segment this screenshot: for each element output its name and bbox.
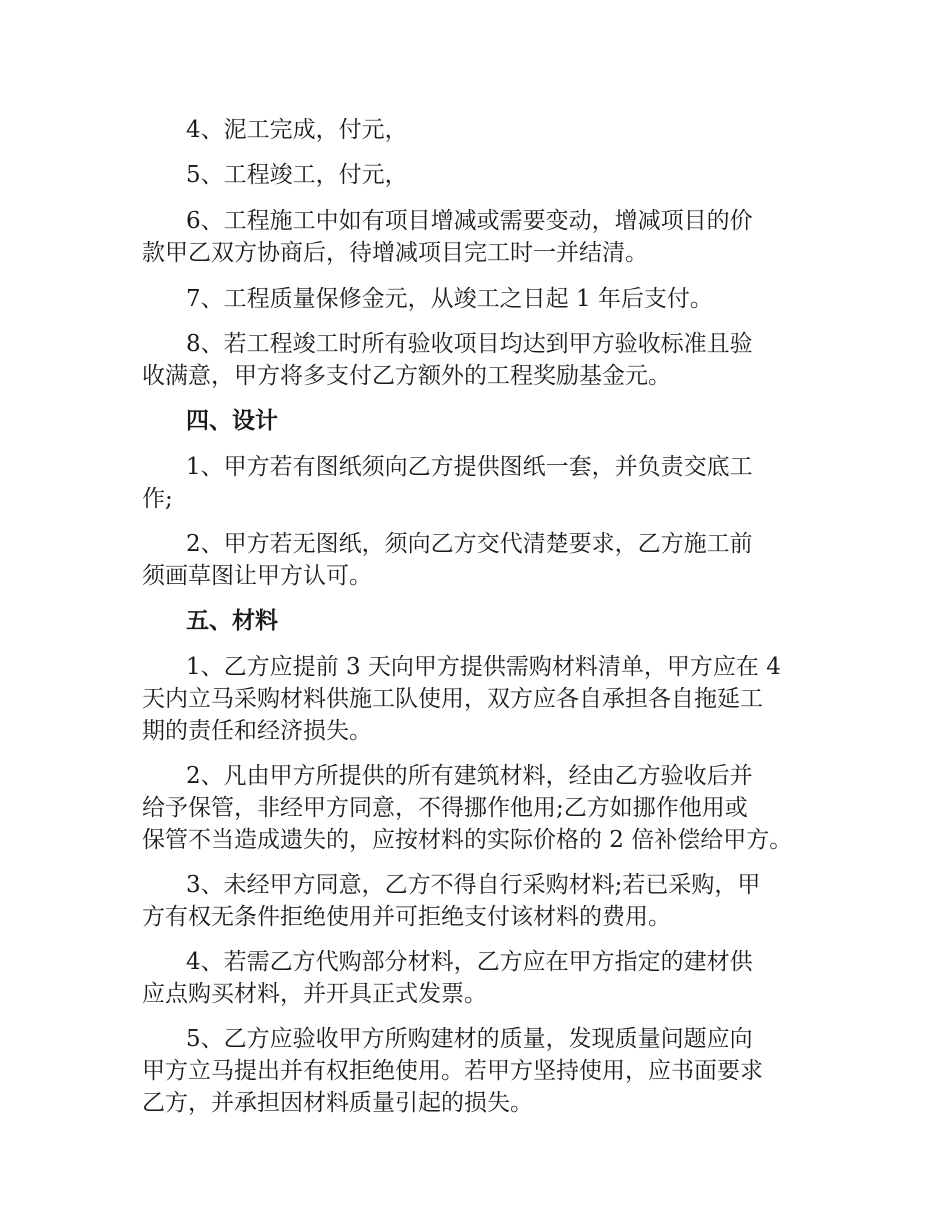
section-heading-design: 四、设计 [186, 408, 278, 434]
paragraph-line: 5、工程竣工，付元， [186, 162, 408, 188]
paragraph-line: 7、工程质量保修金元，从竣工之日起 1 年后支付。 [186, 286, 713, 312]
paragraph-line: 收满意，甲方将多支付乙方额外的工程奖励基金元。 [142, 363, 671, 389]
paragraph-line: 给予保管，非经甲方同意，不得挪作他用;乙方如挪作他用或 [142, 795, 748, 821]
paragraph-line: 方有权无条件拒绝使用并可拒绝支付该材料的费用。 [142, 904, 671, 930]
paragraph-line: 天内立马采购材料供施工队使用，双方应各自承担各自拖延工 [142, 686, 763, 712]
section-heading-materials: 五、材料 [186, 608, 278, 634]
paragraph-line: 1、甲方若有图纸须向乙方提供图纸一套，并负责交底工 [186, 454, 753, 480]
paragraph-line: 甲方立马提出并有权拒绝使用。若甲方坚持使用，应书面要求 [142, 1058, 763, 1084]
paragraph-line: 4、泥工完成，付元， [186, 117, 408, 143]
paragraph-line: 8、若工程竣工时所有验收项目均达到甲方验收标准且验 [186, 331, 753, 357]
paragraph-line: 须画草图让甲方认可。 [142, 563, 372, 589]
paragraph-line: 5、乙方应验收甲方所购建材的质量，发现质量问题应向 [186, 1026, 753, 1052]
paragraph-line: 保管不当造成遗失的，应按材料的实际价格的 2 倍补偿给甲方。 [142, 827, 793, 853]
paragraph-line: 6、工程施工中如有项目增减或需要变动，增减项目的价 [186, 208, 753, 234]
paragraph-line: 期的责任和经济损失。 [142, 718, 372, 744]
paragraph-line: 2、甲方若无图纸，须向乙方交代清楚要求，乙方施工前 [186, 531, 753, 557]
paragraph-line: 作; [142, 486, 173, 512]
paragraph-line: 款甲乙双方协商后，待增减项目完工时一并结清。 [142, 240, 648, 266]
paragraph-line: 3、未经甲方同意，乙方不得自行采购材料;若已采购，甲 [186, 872, 761, 898]
paragraph-line: 2、凡由甲方所提供的所有建筑材料，经由乙方验收后并 [186, 763, 753, 789]
paragraph-line: 4、若需乙方代购部分材料，乙方应在甲方指定的建材供 [186, 949, 753, 975]
paragraph-line: 1、乙方应提前 3 天向甲方提供需购材料清单，甲方应在 4 [186, 654, 781, 680]
paragraph-line: 应点购买材料，并开具正式发票。 [142, 981, 487, 1007]
paragraph-line: 乙方，并承担因材料质量引起的损失。 [142, 1090, 533, 1116]
